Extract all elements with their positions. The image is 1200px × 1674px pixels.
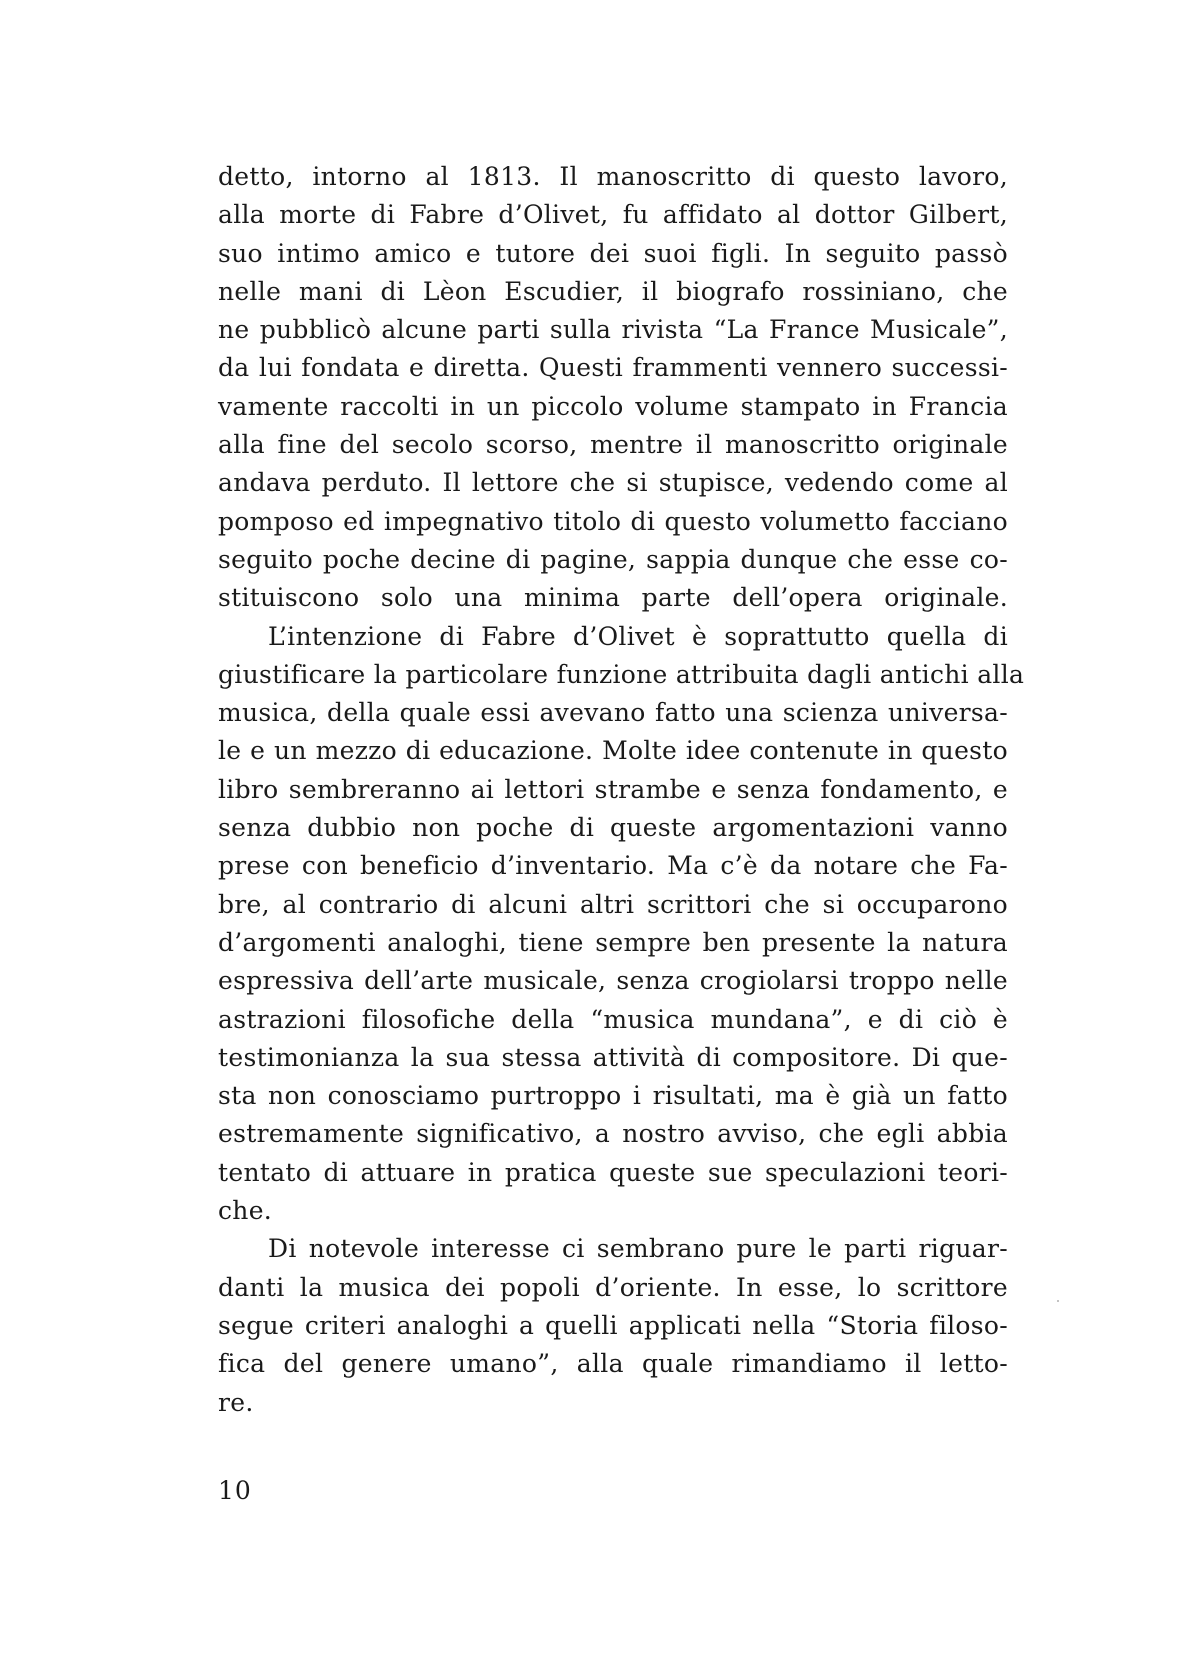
text-line: testimonianza la sua stessa attività di compositore. Di que- — [218, 1042, 1008, 1072]
text-line: da lui fondata e diretta. Questi frammenti vennero successi- — [218, 353, 1008, 383]
paragraph-end-line: che. — [218, 1196, 273, 1226]
text-line: giustificare la particolare funzione attribuita dagli antichi alla — [218, 659, 1025, 689]
text-line: espressiva dell’arte musicale, senza crogiolarsi troppo nelle — [218, 966, 1008, 996]
text-line: alla morte di Fabre d’Olivet, fu affidato al dottor Gilbert, — [218, 200, 1008, 230]
text-line: nelle mani di Lèon Escudier, il biografo rossiniano, che — [218, 276, 1008, 306]
text-line: astrazioni filosofiche della “musica mundana”, e di ciò è — [218, 1004, 1008, 1034]
page-number: 10 — [218, 1476, 252, 1505]
text-line: d’argomenti analoghi, tiene sempre ben presente la natura — [218, 927, 1008, 957]
text-line: prese con beneficio d’inventario. Ma c’è da notare che Fa- — [218, 851, 1008, 881]
paragraph-start-line: Di notevole interesse ci sembrano pure le parti riguar- — [268, 1234, 1008, 1264]
text-line: alla fine del secolo scorso, mentre il manoscritto originale — [218, 430, 1008, 460]
text-line: danti la musica dei popoli d’oriente. In esse, lo scrittore — [218, 1272, 1008, 1302]
text-line: sta non conosciamo purtroppo i risultati, ma è già un fatto — [218, 1081, 1008, 1111]
text-line: seguito poche decine di pagine, sappia dunque che esse co- — [218, 544, 1008, 574]
text-line: segue criteri analoghi a quelli applicati nella “Storia filoso- — [218, 1310, 1008, 1340]
paragraph-end-line: re. — [218, 1387, 254, 1417]
text-line: tentato di attuare in pratica queste sue speculazioni teori- — [218, 1157, 1008, 1187]
text-line: fica del genere umano”, alla quale rimandiamo il letto- — [218, 1349, 1008, 1379]
paper-speck — [1057, 1300, 1059, 1302]
body-text — [218, 158, 1025, 1422]
text-line: detto, intorno al 1813. Il manoscritto di questo lavoro, — [218, 162, 1008, 191]
text-line: pomposo ed impegnativo titolo di questo volumetto facciano — [218, 506, 1008, 536]
paragraph-start-line: L’intenzione di Fabre d’Olivet è soprattutto quella di — [268, 621, 1008, 651]
text-line: estremamente significativo, a nostro avviso, che egli abbia — [218, 1119, 1008, 1149]
text-line: stituiscono solo una minima parte dell’opera originale. — [218, 583, 1008, 613]
text-line: senza dubbio non poche di queste argomentazioni vanno — [218, 813, 1008, 843]
text-line: vamente raccolti in un piccolo volume stampato in Francia — [218, 391, 1008, 421]
text-line: bre, al contrario di alcuni altri scrittori che si occuparono — [218, 889, 1008, 919]
text-line: le e un mezzo di educazione. Molte idee contenute in questo — [218, 736, 1008, 766]
text-line: andava perduto. Il lettore che si stupisce, vedendo come al — [218, 468, 1008, 498]
text-line: musica, della quale essi avevano fatto una scienza universa- — [218, 698, 1008, 728]
text-line: suo intimo amico e tutore dei suoi figli. In seguito passò — [218, 238, 1008, 268]
text-line: libro sembreranno ai lettori strambe e senza fondamento, e — [218, 774, 1008, 804]
text-line: ne pubblicò alcune parti sulla rivista “La France Musicale”, — [218, 315, 1008, 345]
